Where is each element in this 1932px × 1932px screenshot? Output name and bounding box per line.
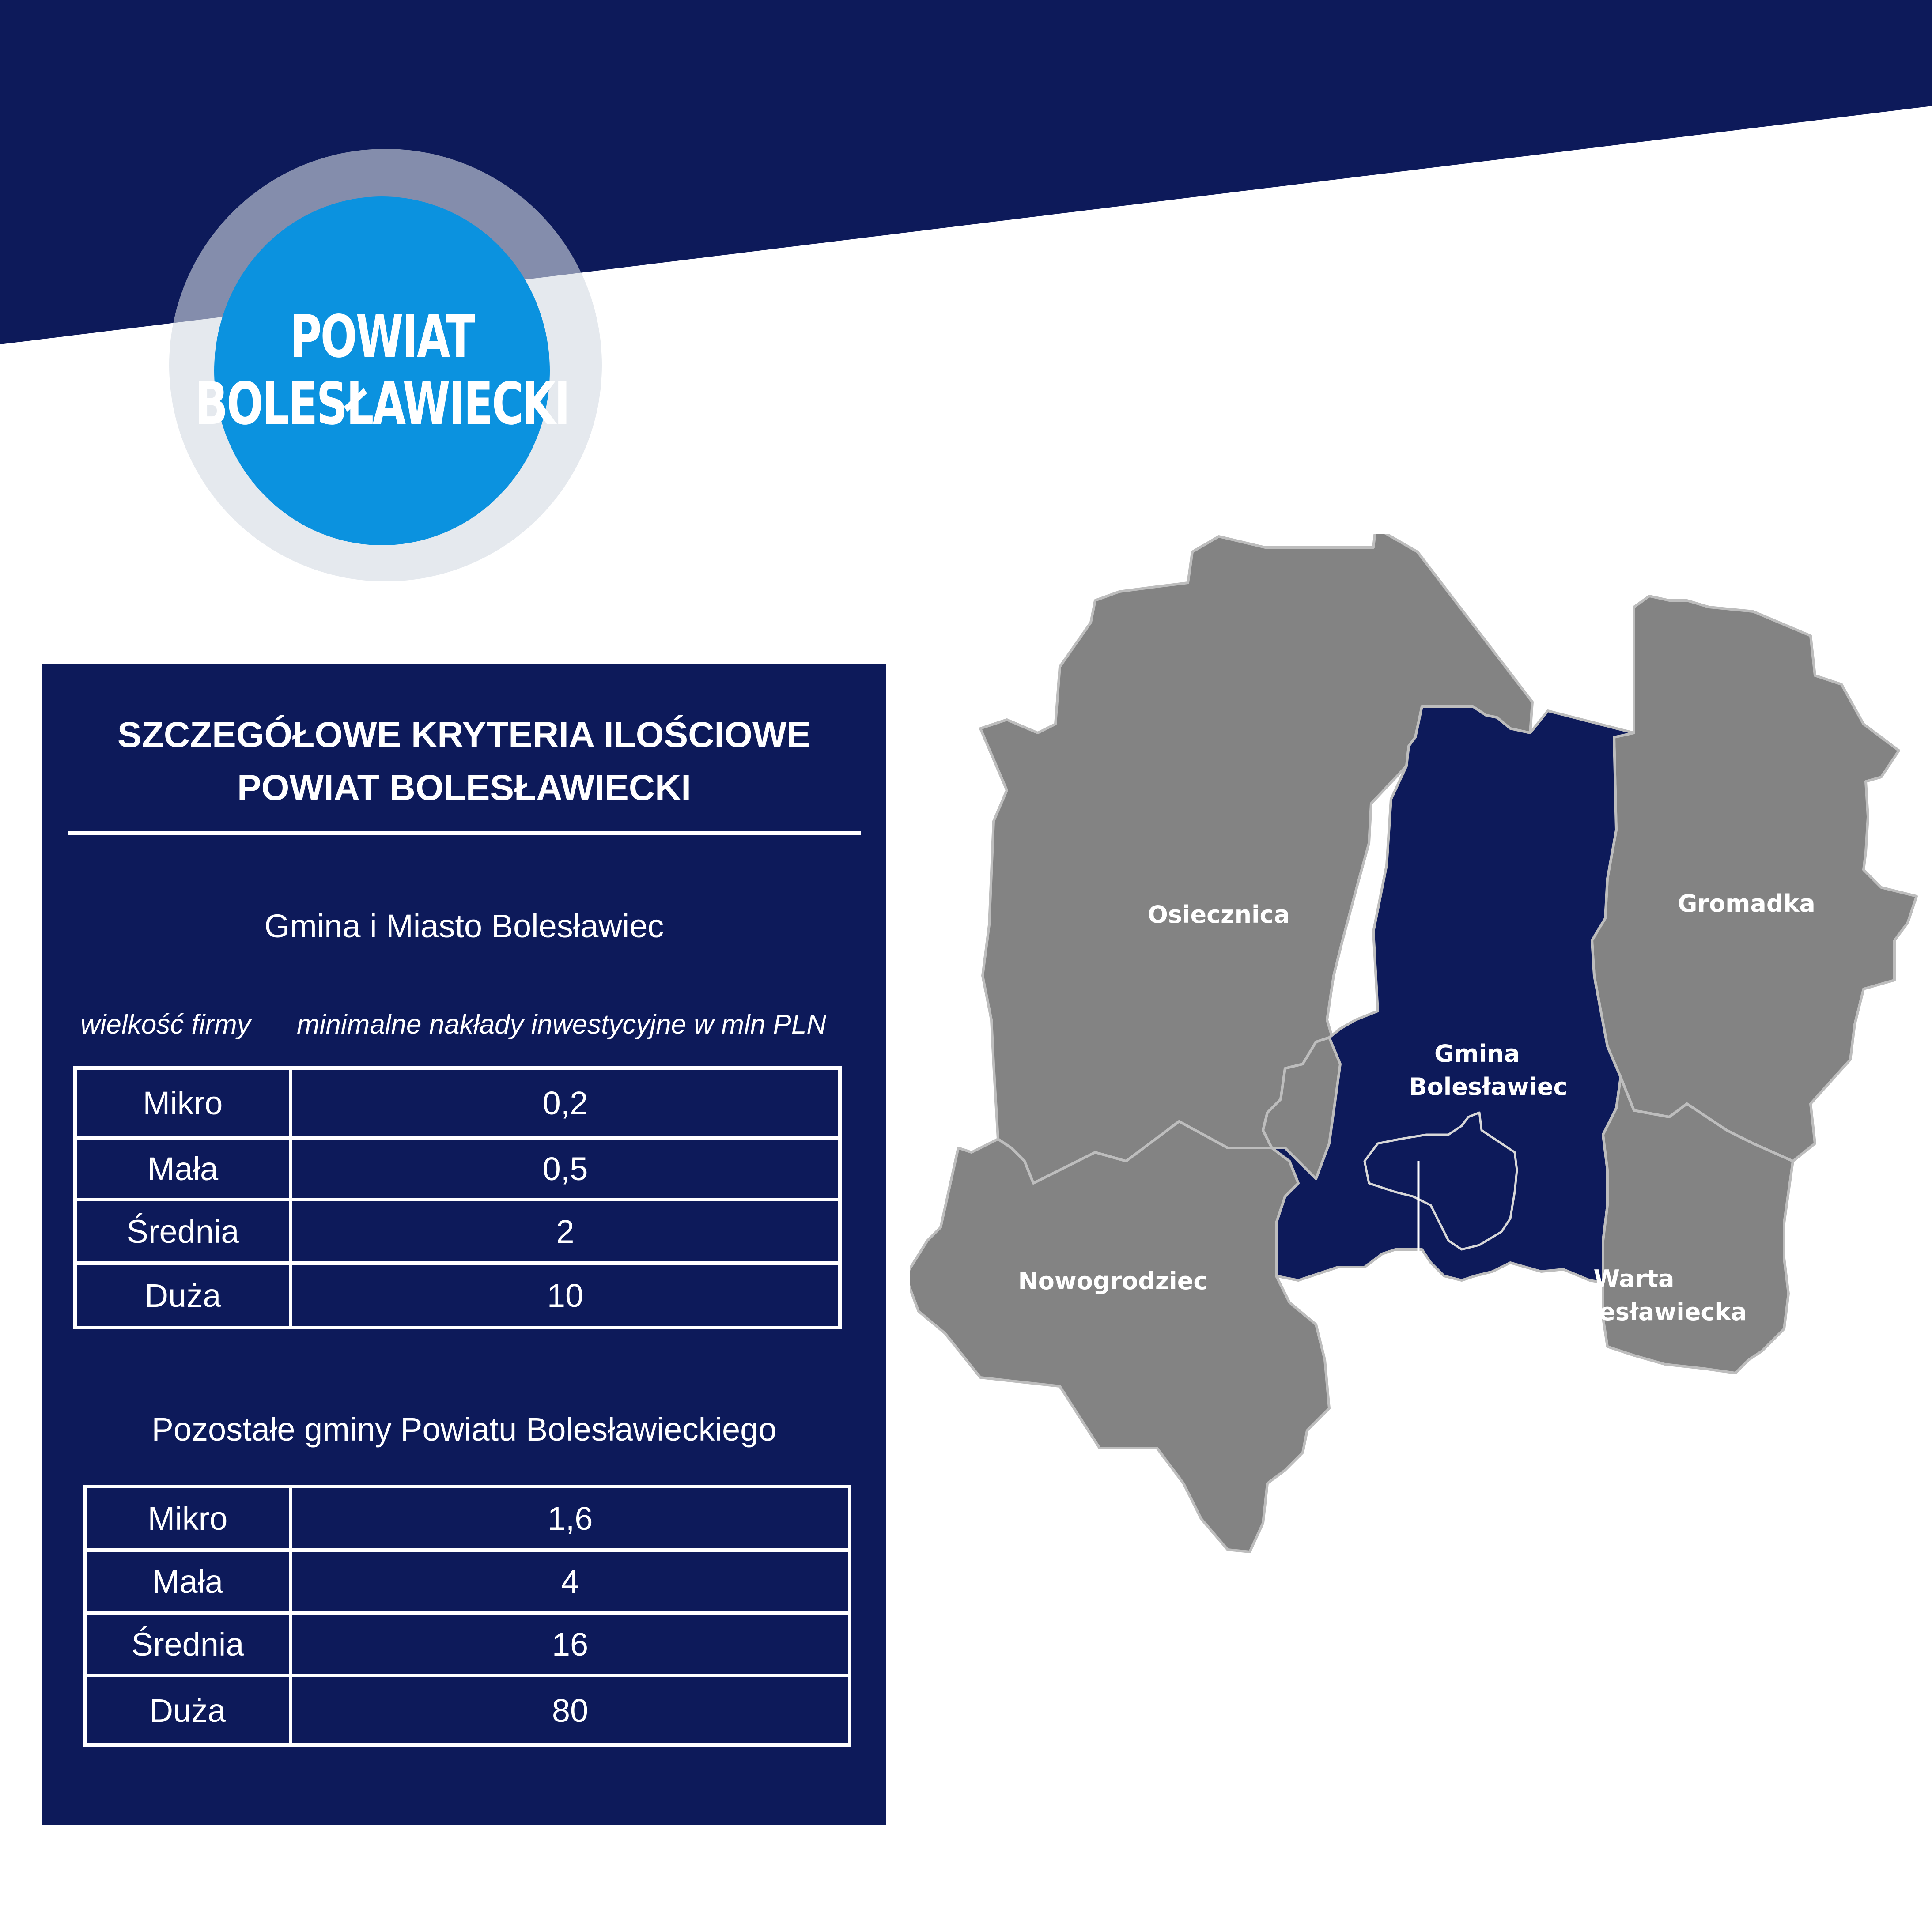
title-badge <box>195 196 569 545</box>
section2-title: Pozostałe gminy Powiatu Bolesławieckiego <box>151 1411 777 1448</box>
panel-title-line2: POWIAT BOLESŁAWIECKI <box>237 768 691 808</box>
value-cell: 16 <box>291 1613 850 1675</box>
value-cell: 2 <box>291 1200 840 1263</box>
region-gromadka[interactable] <box>1592 596 1917 1161</box>
value-cell: 10 <box>291 1263 840 1328</box>
table-row <box>75 1138 840 1200</box>
label-boleslawiec: Bolesławiec <box>1342 1298 1501 1326</box>
size-cell: Duża <box>85 1675 291 1745</box>
label-warta-line1: Warta <box>1593 1265 1675 1293</box>
value-cell: 0,5 <box>291 1138 840 1200</box>
table-row <box>85 1487 850 1550</box>
column-header-size: wielkość firmy <box>80 1009 251 1040</box>
value-cell: 4 <box>291 1550 850 1613</box>
title-divider <box>68 831 861 835</box>
label-osiecznica: Osiecznica <box>1147 901 1290 928</box>
criteria-table-2 <box>83 1485 851 1747</box>
size-cell: Średnia <box>85 1613 291 1675</box>
criteria-table-1 <box>73 1066 842 1329</box>
column-header-investment: minimalne nakłady inwestycyjne w mln PLN <box>297 1009 827 1040</box>
size-cell: Mikro <box>75 1068 291 1138</box>
table-row <box>85 1613 850 1675</box>
panel-title <box>42 709 886 815</box>
county-map <box>910 534 1932 1578</box>
size-cell: Mikro <box>85 1487 291 1550</box>
value-cell: 80 <box>291 1675 850 1745</box>
value-cell: 0,2 <box>291 1068 840 1138</box>
size-cell: Mała <box>75 1138 291 1200</box>
table-row <box>75 1263 840 1328</box>
label-nowogrodziec: Nowogrodziec <box>1018 1267 1208 1295</box>
badge-title-line1: POWIAT <box>290 303 474 371</box>
size-cell: Duża <box>75 1263 291 1328</box>
section1-title: Gmina i Miasto Bolesławiec <box>264 908 664 944</box>
value-cell: 1,6 <box>291 1487 850 1550</box>
panel-title-line1: SZCZEGÓŁOWE KRYTERIA ILOŚCIOWE <box>117 715 811 755</box>
label-gromadka: Gromadka <box>1678 890 1815 917</box>
label-gmina-boleslawiec-line2: Bolesławiec <box>1409 1073 1568 1101</box>
label-gmina-boleslawiec-line1: Gmina <box>1434 1040 1520 1068</box>
size-cell: Mała <box>85 1550 291 1613</box>
table-row <box>75 1200 840 1263</box>
table-row <box>85 1675 850 1745</box>
badge-title-line2: BOLESŁAWIECKI <box>195 370 569 438</box>
table-row <box>85 1550 850 1613</box>
label-warta-line2: Bolesławiecka <box>1556 1298 1747 1326</box>
criteria-panel <box>42 664 886 1825</box>
size-cell: Średnia <box>75 1200 291 1263</box>
table-row <box>75 1068 840 1138</box>
